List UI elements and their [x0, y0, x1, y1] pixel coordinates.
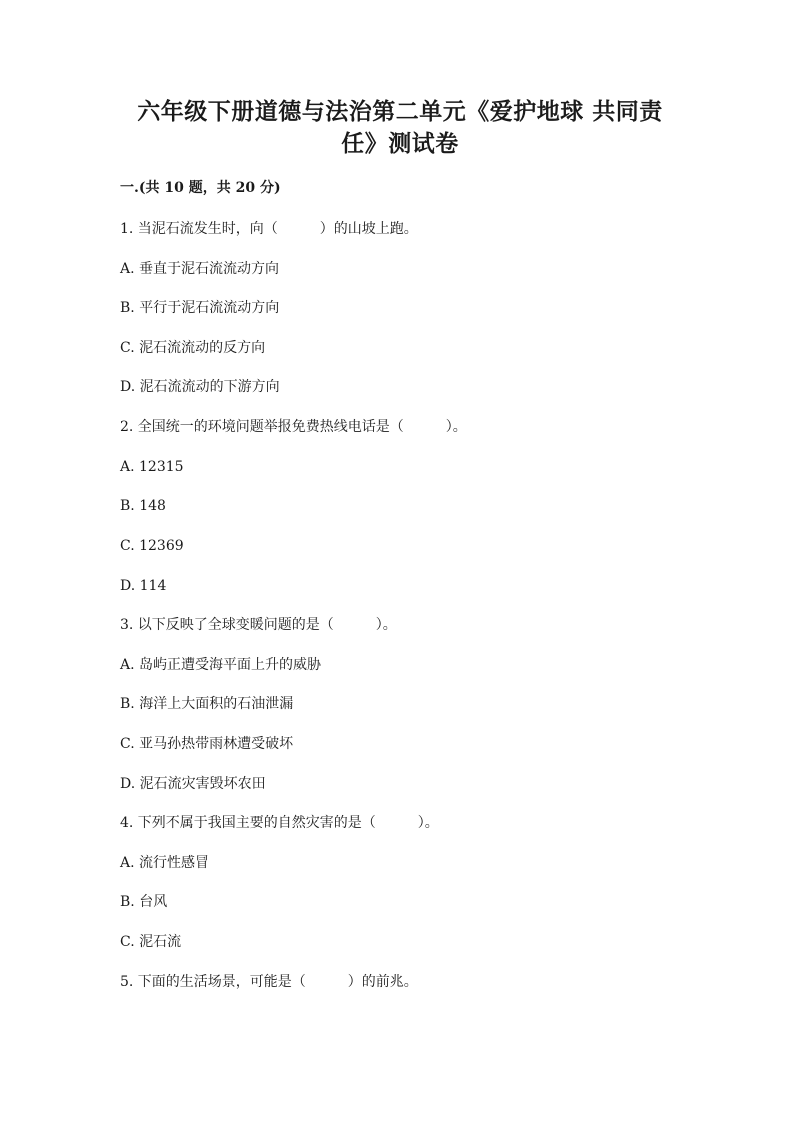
title-line-2: 任》测试卷 [341, 130, 459, 157]
document-title [100, 96, 700, 160]
question-3-option-d: D. 泥石流灾害毁坏农田 [120, 776, 266, 792]
question-3-stem: 3. 以下反映了全球变暖问题的是（ ）。 [120, 617, 397, 633]
question-5-stem: 5. 下面的生活场景，可能是（ ）的前兆。 [120, 974, 418, 990]
question-1-stem: 1. 当泥石流发生时，向（ ）的山坡上跑。 [120, 221, 418, 237]
question-2-option-d: D. 114 [120, 578, 167, 594]
question-1-option-a: A. 垂直于泥石流流动方向 [120, 261, 280, 277]
question-4-stem: 4. 下列不属于我国主要的自然灾害的是（ ）。 [120, 815, 439, 831]
question-3-option-b: B. 海洋上大面积的石油泄漏 [120, 696, 294, 712]
question-2-option-b: B. 148 [120, 498, 166, 514]
question-1-option-c: C. 泥石流流动的反方向 [120, 340, 266, 356]
question-2-option-a: A. 12315 [120, 459, 184, 475]
question-2-option-c: C. 12369 [120, 538, 184, 554]
question-4-option-c: C. 泥石流 [120, 934, 182, 950]
question-4-option-b: B. 台风 [120, 894, 168, 910]
question-3-option-c: C. 亚马孙热带雨林遭受破坏 [120, 736, 294, 752]
question-3-option-a: A. 岛屿正遭受海平面上升的威胁 [120, 657, 322, 673]
question-2-stem: 2. 全国统一的环境问题举报免费热线电话是（ ）。 [120, 419, 467, 435]
question-1-option-d: D. 泥石流流动的下游方向 [120, 379, 280, 395]
question-1-option-b: B. 平行于泥石流流动方向 [120, 300, 280, 316]
section-heading: 一.(共 10 题，共 20 分) [120, 180, 281, 196]
title-line-1: 六年级下册道德与法治第二单元《爱护地球 共同责 [137, 98, 663, 125]
question-4-option-a: A. 流行性感冒 [120, 855, 210, 871]
